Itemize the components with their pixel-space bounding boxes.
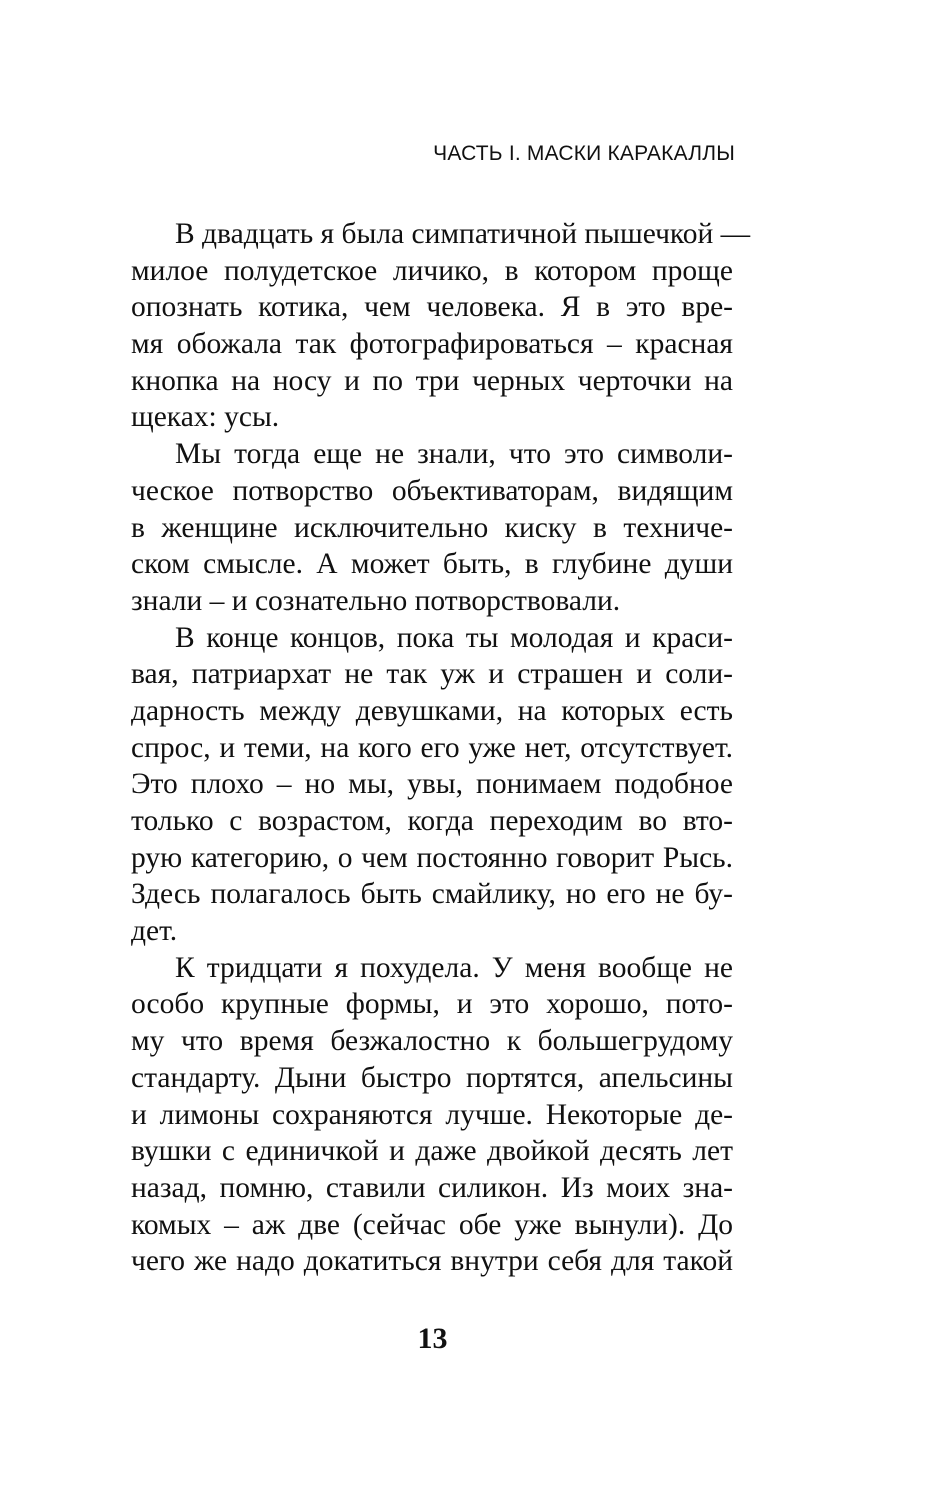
paragraph-2 [131, 436, 733, 619]
page-number: 13 [417, 1322, 448, 1355]
text-line: щеках: усы. [131, 401, 280, 434]
paragraph-3 [131, 620, 733, 950]
text-line: только с возрастом, когда переходим во вто- [131, 805, 733, 837]
text-line: и лимоны сохраняются лучше. Некоторые де- [131, 1098, 733, 1131]
text-line: стандарту. Дыни быстро портятся, апельсины [131, 1061, 733, 1094]
text-line: мя обожала так фотографироваться – красная [131, 328, 733, 361]
text-line: кнопка на носу и по три черных черточки на [131, 364, 733, 397]
text-line: рую категорию, о чем постоянно говорит Рысь. [131, 841, 733, 874]
running-head: ЧАСТЬ I. МАСКИ КАРАКАЛЛЫ [433, 142, 735, 165]
body-text [131, 216, 751, 1280]
paragraph-4 [131, 950, 733, 1280]
text-line: К тридцати я похудела. У меня вообще не [175, 951, 733, 984]
text-line: знали – и сознательно потворствовали. [131, 584, 621, 617]
text-line: дарность между девушками, на которых есть [131, 694, 733, 727]
text-line: В двадцать я была симпатичной пышечкой — [175, 218, 751, 250]
text-line: Это плохо – но мы, увы, понимаем подобное [131, 768, 733, 801]
text-line: спрос, и теми, на кого его уже нет, отсутствует. [131, 731, 733, 764]
text-line: ском смысле. А может быть, в глубине души [131, 548, 733, 581]
text-line: ческое потворство объективаторам, видящим [131, 474, 733, 507]
text-line: Мы тогда еще не знали, что это символи- [175, 438, 733, 471]
text-line: вая, патриархат не так уж и страшен и соли- [131, 658, 733, 691]
text-line: в женщине исключительно киску в техниче- [131, 511, 733, 544]
text-line: му что время безжалостно к большегрудому [131, 1025, 733, 1058]
text-line: опознать котика, чем человека. Я в это вре- [131, 291, 733, 324]
text-line: дет. [131, 915, 178, 948]
text-line: вушки с единичкой и даже двойкой десять лет [131, 1135, 733, 1168]
text-line: милое полудетское личико, в котором проще [131, 254, 733, 287]
paragraph-1 [131, 216, 751, 436]
text-line: чего же надо докатиться внутри себя для такой [131, 1245, 733, 1278]
text-line: В конце концов, пока ты молодая и краси- [175, 621, 733, 654]
text-line: комых – аж две (сейчас обе уже вынули). До [131, 1208, 733, 1241]
text-line: особо крупные формы, и это хорошо, пото- [131, 988, 733, 1021]
text-line: назад, помню, ставили силикон. Из моих зна- [131, 1171, 733, 1204]
text-line: Здесь полагалось быть смайлику, но его не бу- [131, 878, 733, 911]
